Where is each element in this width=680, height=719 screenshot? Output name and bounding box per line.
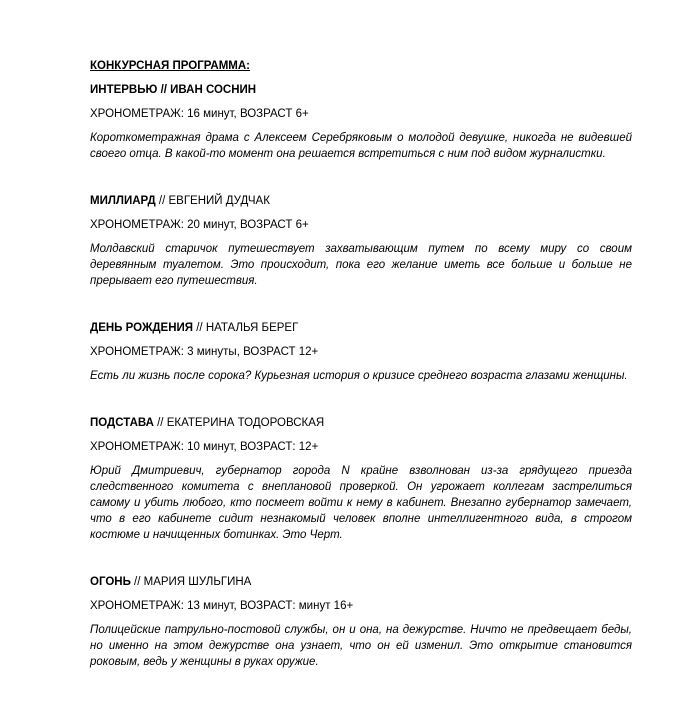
film-description: Короткометражная драма с Алексеем Серебряковым о молодой девушке, никогда не видевшей своего отца. В какой-то момент она решается встретиться с ним под видом журналистки. (90, 132, 632, 160)
film-meta: ХРОНОМЕТРАЖ: 13 минут, ВОЗРАСТ: минут 16+ (90, 600, 354, 612)
program-heading: КОНКУРСНАЯ ПРОГРАММА: (90, 60, 250, 72)
film-director: НАТАЛЬЯ БЕРЕГ (205, 322, 299, 334)
title-separator: // (155, 195, 169, 207)
film-meta: ХРОНОМЕТРАЖ: 10 минут, ВОЗРАСТ: 12+ (90, 441, 319, 453)
title-separator: // (153, 417, 167, 429)
film-description: Юрий Дмитриевич, губернатор города N крайне взволнован из-за грядущего приезда следственного комитета с внеплановой проверкой. Он угрожает коллегам застрелиться самому и убить любого, кто посмеет войти к нему в кабинет. Внезапно губернатор замечает, что в его кабинете сидит незнакомый человек вполне интеллигентного вида, в строгом костюме и начищенных ботинках. Это Черт. (90, 465, 632, 541)
film-director: ЕКАТЕРИНА ТОДОРОВСКАЯ (166, 417, 325, 429)
film-entry-setup (90, 415, 632, 543)
film-meta: ХРОНОМЕТРАЖ: 20 минут, ВОЗРАСТ 6+ (90, 219, 309, 231)
film-description: Полицейские патрульно-постовой службы, он и она, на дежурстве. Ничто не предвещает беды, но именно на этом дежурстве она узнает, что он ей изменил. Это открытие становится роковым, ведь у женщины в руках оружие. (90, 624, 632, 668)
film-title: ИНТЕРВЬЮ (90, 84, 158, 96)
film-entry-interview (90, 82, 632, 162)
film-entry-milliard (90, 193, 632, 289)
film-director: ИВАН СОСНИН (170, 84, 257, 96)
film-title: ОГОНЬ (90, 576, 131, 588)
film-title-line (90, 82, 632, 98)
film-director: МАРИЯ ШУЛЬГИНА (143, 576, 252, 588)
film-title: ПОДСТАВА (90, 417, 154, 429)
title-separator: // (157, 84, 171, 96)
film-description: Есть ли жизнь после сорока? Курьезная история о кризисе среднего возраста глазами женщины. (90, 370, 628, 382)
film-title-line (90, 193, 632, 209)
film-meta: ХРОНОМЕТРАЖ: 3 минуты, ВОЗРАСТ 12+ (90, 346, 319, 358)
title-separator: // (130, 576, 144, 588)
film-title: МИЛЛИАРД (90, 195, 156, 207)
film-entry-fire (90, 574, 632, 670)
film-director: ЕВГЕНИЙ ДУДЧАК (168, 195, 270, 207)
film-title-line (90, 415, 632, 431)
film-meta: ХРОНОМЕТРАЖ: 16 минут, ВОЗРАСТ 6+ (90, 108, 309, 120)
document-page (90, 58, 632, 670)
film-entry-birthday (90, 320, 632, 384)
title-separator: // (193, 322, 206, 334)
film-description: Молдавский старичок путешествует захватывающим путем по всему миру со своим деревянным туалетом. Это происходит, пока его желание иметь все больше и больше не прерывает его путешествия. (90, 243, 632, 287)
film-title: ДЕНЬ РОЖДЕНИЯ (90, 322, 194, 334)
film-title-line (90, 574, 632, 590)
film-title-line (90, 320, 632, 336)
